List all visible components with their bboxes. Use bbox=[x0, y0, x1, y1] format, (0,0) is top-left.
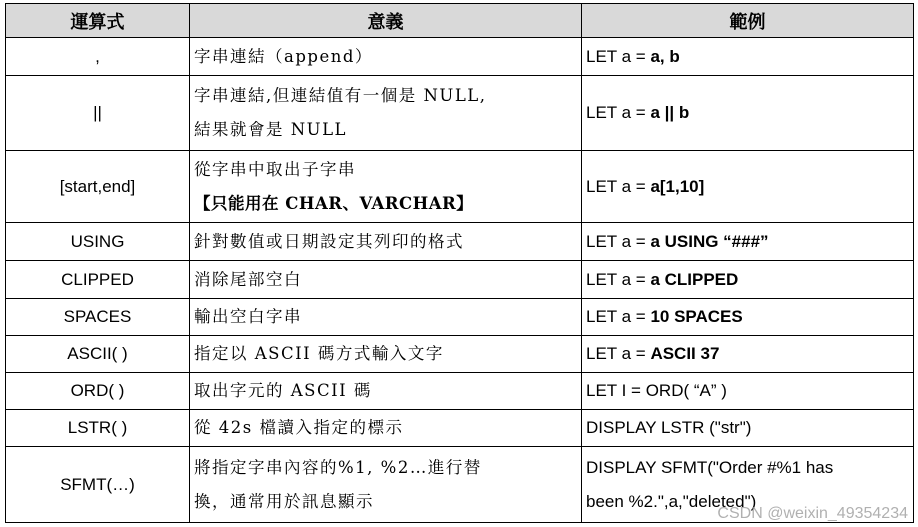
example-cell: DISPLAY LSTR ("str") bbox=[582, 410, 914, 447]
example-bold: a CLIPPED bbox=[650, 269, 739, 289]
example-cell bbox=[582, 447, 914, 523]
example-prefix: LET a = bbox=[586, 176, 651, 196]
header-meaning: 意義 bbox=[190, 4, 582, 38]
operator-cell: USING bbox=[6, 223, 190, 261]
meaning-cell bbox=[190, 76, 582, 150]
operator-table bbox=[5, 3, 914, 523]
example-cell bbox=[582, 150, 914, 222]
operator-cell: || bbox=[6, 76, 190, 150]
meaning-line: 字串連結,但連結值有一個是 NULL, bbox=[194, 86, 487, 106]
meaning-cell: 針對數值或日期設定其列印的格式 bbox=[190, 223, 582, 261]
operator-cell: SPACES bbox=[6, 298, 190, 335]
example-cell bbox=[582, 335, 914, 372]
operator-cell: ORD( ) bbox=[6, 373, 190, 410]
table-row bbox=[6, 261, 914, 298]
operator-cell: , bbox=[6, 38, 190, 76]
example-prefix: LET a = bbox=[586, 231, 651, 251]
meaning-cell: 輸出空白字串 bbox=[190, 298, 582, 335]
example-prefix: LET a = bbox=[586, 46, 651, 66]
example-prefix: LET a = bbox=[586, 103, 651, 123]
table-row bbox=[6, 76, 914, 150]
header-example: 範例 bbox=[582, 4, 914, 38]
meaning-cell: 取出字元的 ASCII 碼 bbox=[190, 373, 582, 410]
example-line: DISPLAY SFMT("Order #%1 has bbox=[586, 457, 834, 477]
example-bold: a[1,10] bbox=[650, 176, 705, 196]
example-prefix: LET a = bbox=[586, 343, 651, 363]
meaning-line: 結果就會是 NULL bbox=[194, 120, 348, 140]
operator-cell: ASCII( ) bbox=[6, 335, 190, 372]
meaning-line: 將指定字串內容的%1, %2…進行替 bbox=[194, 457, 482, 477]
example-cell bbox=[582, 298, 914, 335]
example-cell bbox=[582, 223, 914, 261]
example-prefix: LET a = bbox=[586, 306, 651, 326]
table-row bbox=[6, 298, 914, 335]
table-row bbox=[6, 223, 914, 261]
example-bold: 10 SPACES bbox=[650, 306, 743, 326]
table-row bbox=[6, 410, 914, 447]
example-bold: a, b bbox=[650, 46, 680, 66]
table-row bbox=[6, 447, 914, 523]
table-row bbox=[6, 335, 914, 372]
meaning-cell: 消除尾部空白 bbox=[190, 261, 582, 298]
restriction-note: 【只能用在 CHAR、VARCHAR】 bbox=[194, 193, 474, 213]
operator-cell: CLIPPED bbox=[6, 261, 190, 298]
example-cell: LET I = ORD( “A” ) bbox=[582, 373, 914, 410]
header-operator: 運算式 bbox=[6, 4, 190, 38]
meaning-cell: 指定以 ASCII 碼方式輸入文字 bbox=[190, 335, 582, 372]
operator-cell: SFMT(…) bbox=[6, 447, 190, 523]
watermark: CSDN @weixin_49354234 bbox=[717, 505, 908, 522]
example-cell bbox=[582, 261, 914, 298]
meaning-cell: 從 42s 檔讀入指定的標示 bbox=[190, 410, 582, 447]
table-row bbox=[6, 38, 914, 76]
operator-cell: LSTR( ) bbox=[6, 410, 190, 447]
example-prefix: LET a = bbox=[586, 269, 651, 289]
meaning-line: 從字串中取出子字串 bbox=[194, 159, 356, 179]
meaning-cell: 字串連結（append） bbox=[190, 38, 582, 76]
example-bold: a USING “###” bbox=[650, 231, 769, 251]
example-bold: ASCII 37 bbox=[650, 343, 720, 363]
example-cell bbox=[582, 76, 914, 150]
meaning-cell bbox=[190, 150, 582, 222]
table-row bbox=[6, 373, 914, 410]
meaning-line: 換，通常用於訊息顯示 bbox=[194, 491, 374, 511]
meaning-cell bbox=[190, 447, 582, 523]
example-line: been %2.",a,"deleted") bbox=[586, 491, 757, 511]
operator-cell: [start,end] bbox=[6, 150, 190, 222]
table-row bbox=[6, 150, 914, 222]
example-cell bbox=[582, 38, 914, 76]
example-bold: a || b bbox=[650, 103, 690, 123]
header-row bbox=[6, 4, 914, 38]
